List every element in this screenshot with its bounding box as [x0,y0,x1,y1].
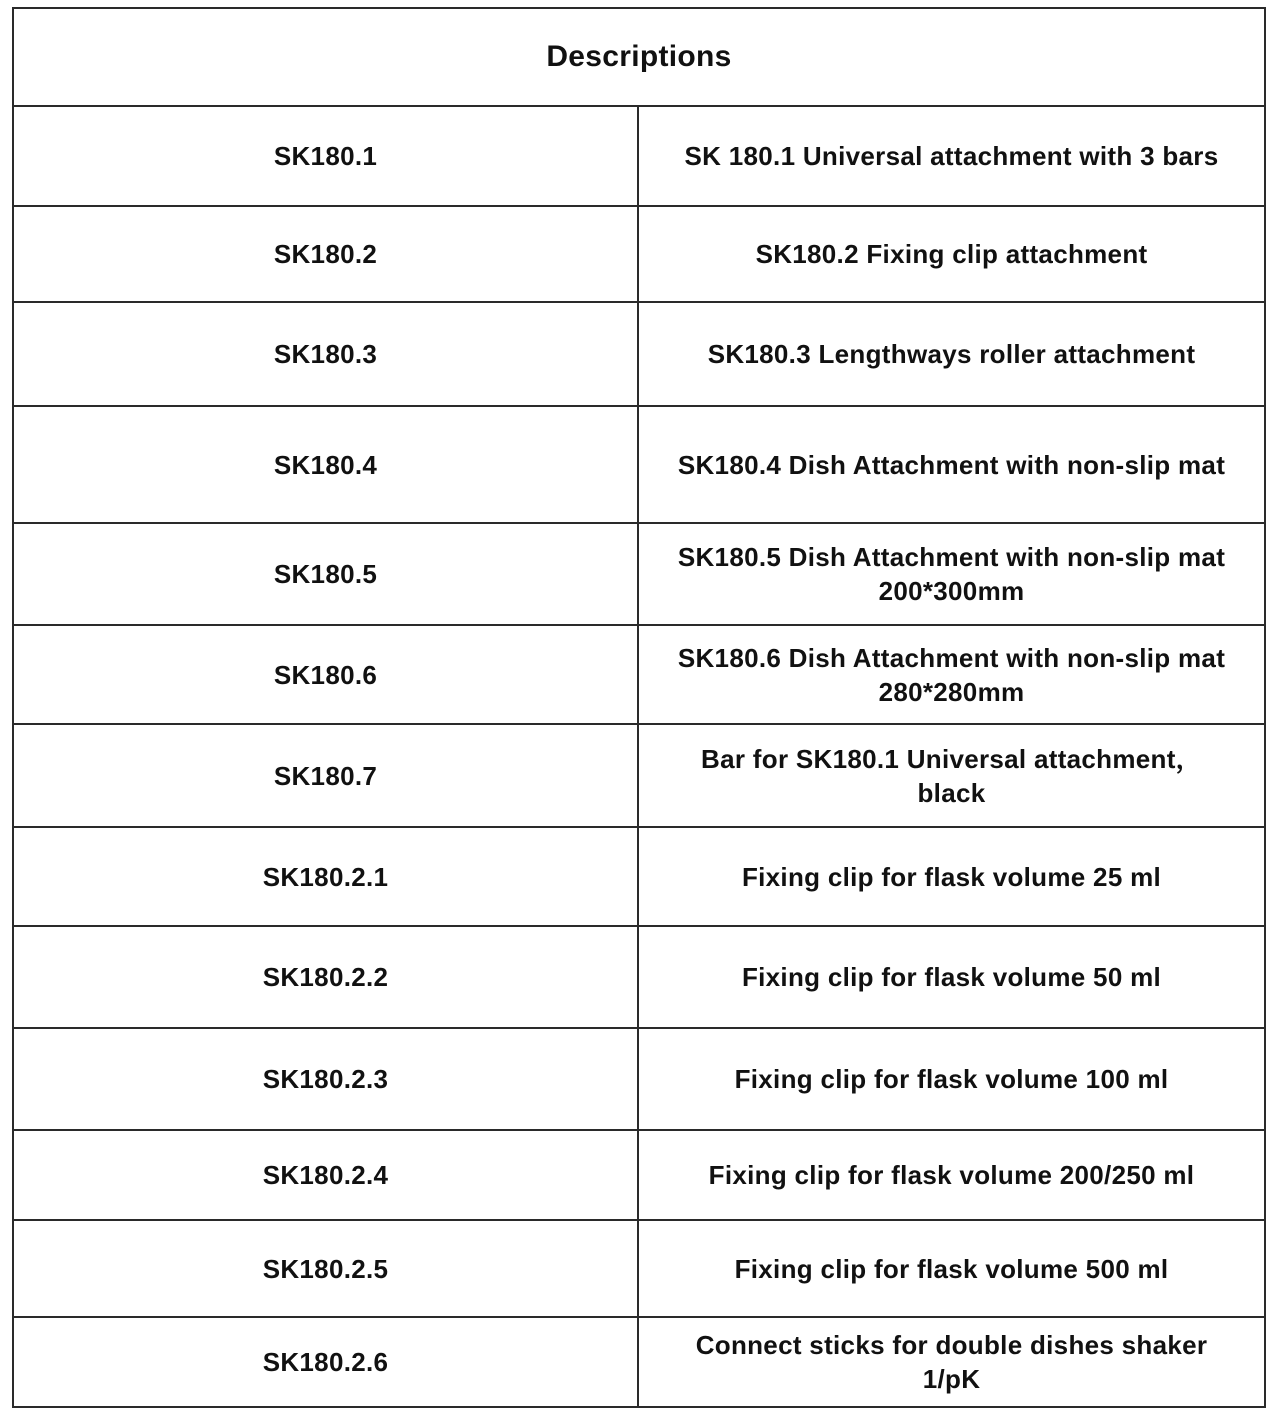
product-code-cell: SK180.2.1 [13,827,638,926]
product-description-cell: Fixing clip for flask volume 100 ml [638,1028,1265,1130]
product-description-cell: SK180.2 Fixing clip attachment [638,206,1265,302]
descriptions-table [12,7,1266,1408]
product-code-cell: SK180.6 [13,625,638,724]
product-code-cell: SK180.5 [13,523,638,625]
table-row [13,1028,1265,1130]
product-code-cell: SK180.2.5 [13,1220,638,1317]
product-code-cell: SK180.2.4 [13,1130,638,1220]
table-header-cell: Descriptions [13,8,1265,106]
product-code-cell: SK180.4 [13,406,638,523]
table-row [13,1130,1265,1220]
product-description-cell: Fixing clip for flask volume 25 ml [638,827,1265,926]
product-description-cell: SK180.5 Dish Attachment with non-slip mat 200*300mm [638,523,1265,625]
table-row [13,926,1265,1028]
product-description-cell: SK180.4 Dish Attachment with non-slip mat [638,406,1265,523]
product-code-cell: SK180.7 [13,724,638,827]
product-description-cell: SK180.6 Dish Attachment with non-slip mat 280*280mm [638,625,1265,724]
product-code-cell: SK180.2.6 [13,1317,638,1407]
table-row [13,1317,1265,1407]
table-row [13,1220,1265,1317]
table-header-row [13,8,1265,106]
descriptions-sheet [12,7,1264,1417]
table-row [13,406,1265,523]
table-row [13,724,1265,827]
product-description-cell: Fixing clip for flask volume 200/250 ml [638,1130,1265,1220]
table-row [13,206,1265,302]
table-row [13,625,1265,724]
product-description-cell: Fixing clip for flask volume 500 ml [638,1220,1265,1317]
product-code-cell: SK180.1 [13,106,638,206]
table-row [13,302,1265,406]
product-description-cell: Fixing clip for flask volume 50 ml [638,926,1265,1028]
product-code-cell: SK180.3 [13,302,638,406]
table-row [13,827,1265,926]
table-row [13,523,1265,625]
product-description-cell: SK180.3 Lengthways roller attachment [638,302,1265,406]
product-code-cell: SK180.2.3 [13,1028,638,1130]
product-code-cell: SK180.2 [13,206,638,302]
product-description-cell: Bar for SK180.1 Universal attachment， black [638,724,1265,827]
product-description-cell: SK 180.1 Universal attachment with 3 bars [638,106,1265,206]
product-code-cell: SK180.2.2 [13,926,638,1028]
table-row [13,106,1265,206]
product-description-cell: Connect sticks for double dishes shaker 1/pK [638,1317,1265,1407]
